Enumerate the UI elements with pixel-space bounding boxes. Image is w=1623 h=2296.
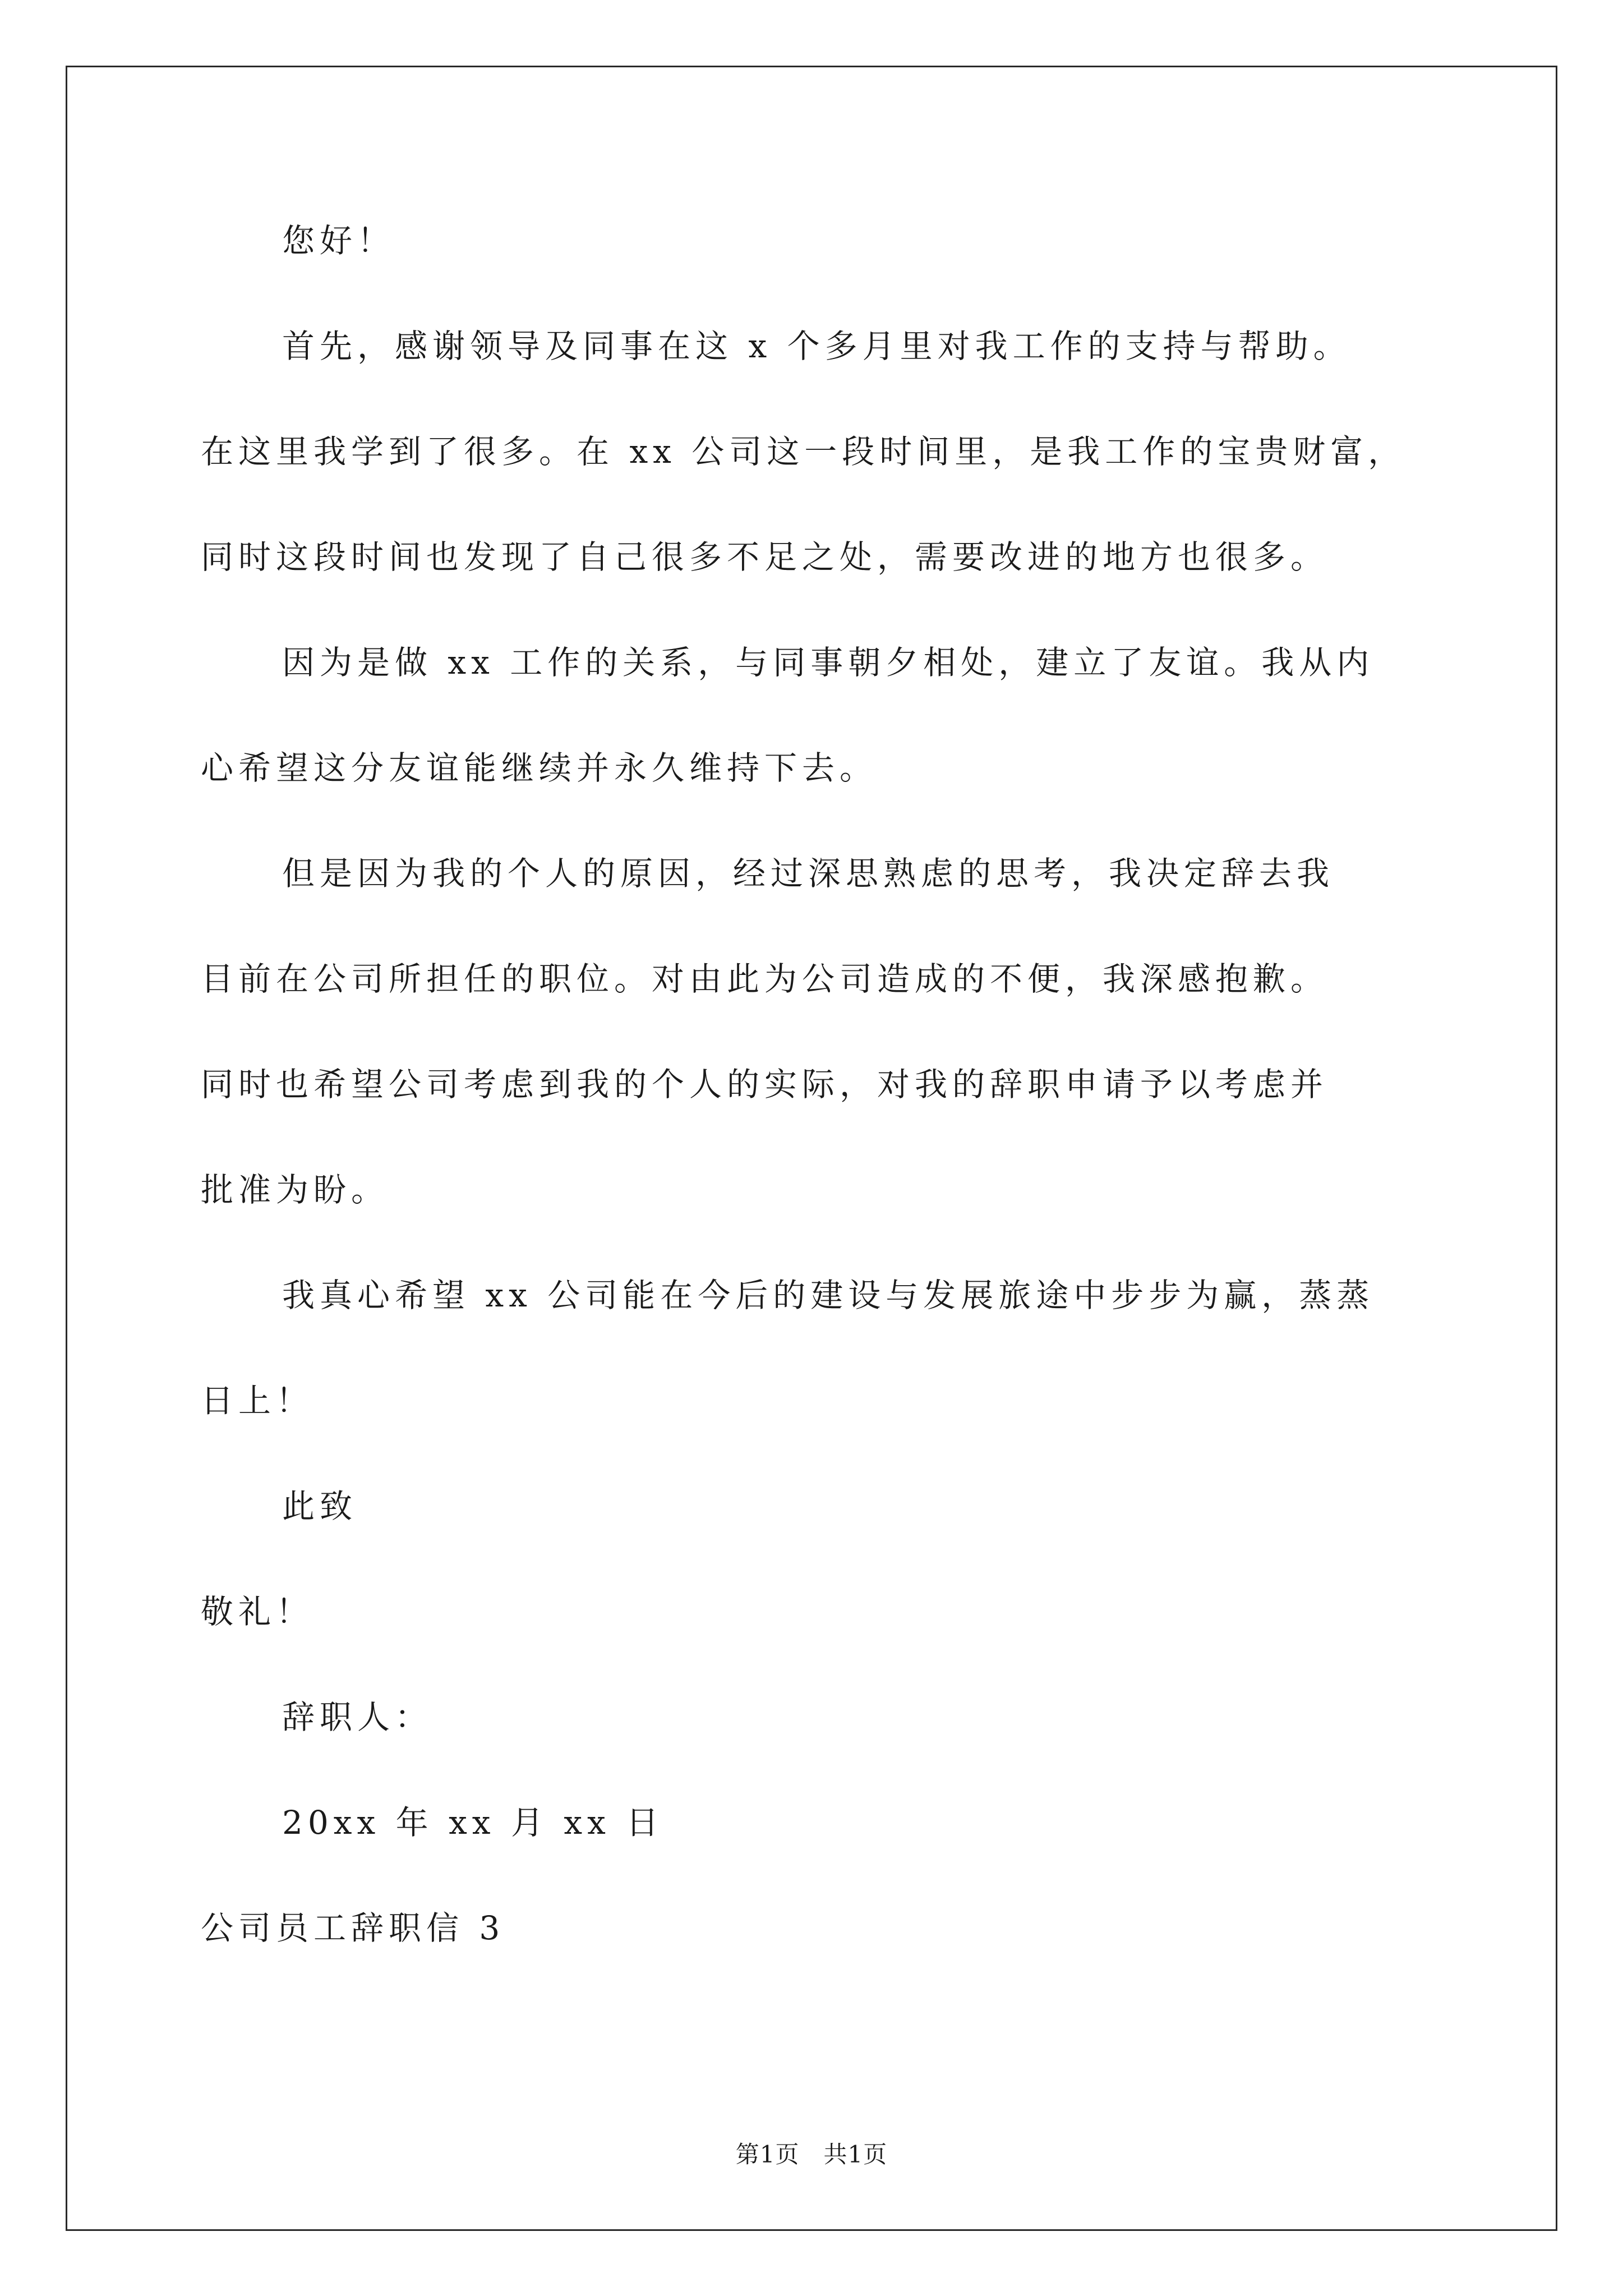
paragraph-3-line-1: 但是因为我的个人的原因，经过深思熟虑的思考，我决定辞去我 — [282, 854, 1335, 892]
paragraph-1-line-3: 同时这段时间也发现了自己很多不足之处，需要改进的地方也很多。 — [201, 538, 1329, 576]
page-footer: 第1页 共1页 — [735, 2141, 888, 2168]
paragraph-2-line-1: 因为是做 xx 工作的关系，与同事朝夕相处，建立了友谊。我从内 — [282, 643, 1375, 682]
paragraph-2-line-2: 心希望这分友谊能继续并永久维持下去。 — [201, 749, 878, 787]
paragraph-4-line-2: 日上！ — [201, 1382, 314, 1420]
paragraph-4-line-1: 我真心希望 xx 公司能在今后的建设与发展旅途中步步为赢，蒸蒸 — [282, 1276, 1375, 1314]
page-border — [66, 66, 1557, 2231]
paragraph-3-line-3: 同时也希望公司考虑到我的个人的实际，对我的辞职申请予以考虑并 — [201, 1065, 1329, 1103]
next-letter-title: 公司员工辞职信 3 — [201, 1909, 505, 1947]
salute: 敬礼！ — [201, 1593, 314, 1631]
greeting: 您好！ — [282, 222, 395, 260]
signer-label: 辞职人： — [282, 1698, 433, 1736]
paragraph-3-line-4: 批准为盼。 — [201, 1171, 389, 1209]
paragraph-1-line-1: 首先，感谢领导及同事在这 x 个多月里对我工作的支持与帮助。 — [282, 327, 1351, 365]
date-line: 20xx 年 xx 月 xx 日 — [282, 1803, 664, 1842]
paragraph-1-line-2: 在这里我学到了很多。在 xx 公司这一段时间里，是我工作的宝贵财富， — [201, 432, 1406, 471]
paragraph-3-line-2: 目前在公司所担任的职位。对由此为公司造成的不便，我深感抱歉。 — [201, 960, 1329, 998]
closing: 此致 — [282, 1487, 358, 1525]
